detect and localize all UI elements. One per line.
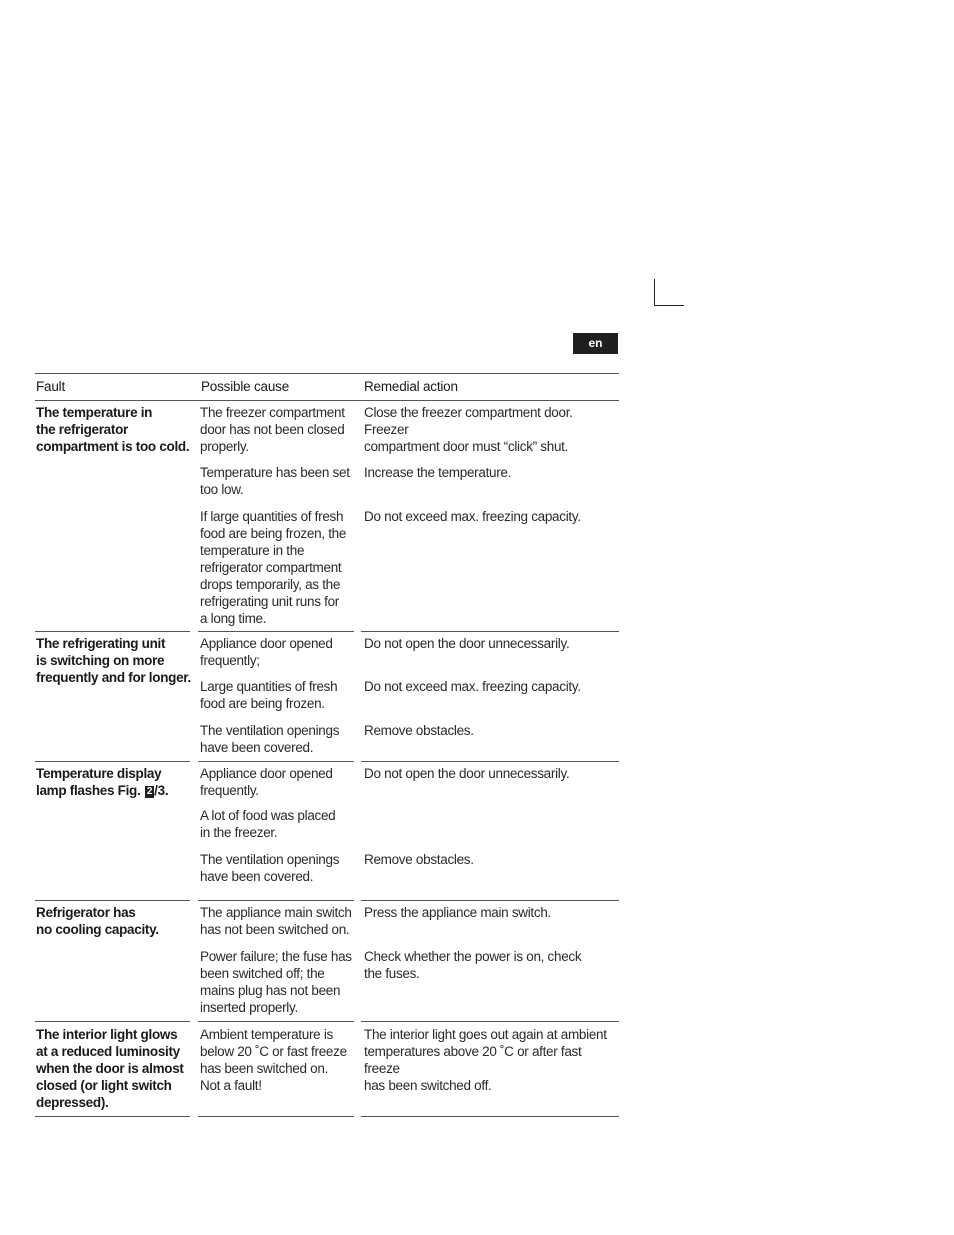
cause-line: Ambient temperature is — [200, 1027, 333, 1042]
cause-line: Temperature has been set — [200, 465, 350, 480]
cause-line: temperature in the — [200, 543, 305, 558]
fault-line: Refrigerator has — [36, 905, 136, 920]
cause-line: Not a fault! — [200, 1078, 262, 1093]
crop-mark — [654, 279, 655, 306]
remedy-line: Press the appliance main switch. — [364, 905, 551, 920]
fault-text — [35, 765, 191, 799]
fault-line: lamp flashes Fig. 2 /3. — [36, 783, 169, 798]
remedy-line: temperatures above 20 ˚C or after fast freeze — [364, 1044, 582, 1076]
fault-text — [35, 1026, 191, 1111]
cause-line: door has not been closed — [200, 422, 345, 437]
header-fault: Fault — [36, 379, 66, 394]
cause-line: have been covered. — [200, 869, 314, 884]
cause-cell — [198, 508, 354, 627]
fault-line: The temperature in — [36, 405, 153, 420]
language-tab: en — [573, 333, 618, 354]
cause-line: refrigerating unit runs for — [200, 594, 339, 609]
table-body — [35, 401, 619, 1117]
fault-group — [35, 1022, 619, 1117]
cause-line: mains plug has not been — [200, 983, 341, 998]
remedy-cell — [361, 904, 619, 921]
header-cause: Possible cause — [201, 379, 290, 394]
cause-line: Appliance door opened — [200, 766, 333, 781]
remedy-line: the fuses. — [364, 966, 420, 981]
remedy-line: Close the freezer compartment door. Freezer — [364, 405, 573, 437]
fault-line: depressed). — [36, 1095, 109, 1110]
header-remedy: Remedial action — [364, 379, 458, 394]
remedy-line: compartment door must “click” shut. — [364, 439, 569, 454]
fault-line: The interior light glows — [36, 1027, 178, 1042]
cause-line: Power failure; the fuse has — [200, 949, 352, 964]
crop-mark — [654, 305, 684, 306]
fault-line: The refrigerating unit — [36, 636, 166, 651]
fault-line: frequently and for longer. — [36, 670, 191, 685]
cause-line: properly. — [200, 439, 249, 454]
remedy-cell — [361, 851, 619, 868]
fault-line: at a reduced luminosity — [36, 1044, 180, 1059]
remedy-line: Do not exceed max. freezing capacity. — [364, 679, 581, 694]
remedy-line: Do not exceed max. freezing capacity. — [364, 509, 581, 524]
fault-line: compartment is too cold. — [36, 439, 190, 454]
remedy-line: has been switched off. — [364, 1078, 492, 1093]
fault-line: is switching on more — [36, 653, 165, 668]
fault-line: Temperature display — [36, 766, 162, 781]
cause-line: been switched off; the — [200, 966, 325, 981]
cause-line: refrigerator compartment — [200, 560, 342, 575]
remedy-cell — [361, 464, 619, 481]
fault-text — [35, 904, 191, 938]
remedy-line: Check whether the power is on, check — [364, 949, 582, 964]
cause-line: The appliance main switch — [200, 905, 352, 920]
fault-line: no cooling capacity. — [36, 922, 159, 937]
remedy-cell — [361, 765, 619, 782]
remedy-line: Do not open the door unnecessarily. — [364, 636, 570, 651]
cause-line: Appliance door opened — [200, 636, 333, 651]
remedy-line: Increase the temperature. — [364, 465, 512, 480]
remedy-cell — [361, 1026, 619, 1094]
fault-text — [35, 635, 191, 686]
cause-line: too low. — [200, 482, 244, 497]
cause-cell — [198, 765, 354, 799]
cause-line: If large quantities of fresh — [200, 509, 344, 524]
fault-group — [35, 401, 619, 632]
cause-cell — [198, 464, 354, 498]
table-header — [35, 373, 619, 401]
cause-line: frequently. — [200, 783, 259, 798]
cause-line: inserted properly. — [200, 1000, 298, 1015]
row-divider — [198, 1116, 354, 1117]
cause-line: A lot of food was placed — [200, 808, 336, 823]
fault-line: when the door is almost — [36, 1061, 184, 1076]
cause-cell — [198, 404, 354, 455]
cause-line: The ventilation openings — [200, 852, 340, 867]
figure-badge: 2 — [146, 786, 153, 797]
cause-cell — [198, 851, 354, 885]
remedy-cell — [361, 508, 619, 525]
cause-line: below 20 ˚C or fast freeze — [200, 1044, 347, 1059]
remedy-line: The interior light goes out again at ambient — [364, 1027, 607, 1042]
row-divider — [361, 1116, 619, 1117]
remedy-line: Remove obstacles. — [364, 723, 474, 738]
cause-cell — [198, 904, 354, 938]
remedy-cell — [361, 678, 619, 695]
cause-cell — [198, 678, 354, 712]
cause-cell — [198, 722, 354, 756]
cause-line: The freezer compartment — [200, 405, 345, 420]
remedy-cell — [361, 635, 619, 652]
cause-line: has not been switched on. — [200, 922, 350, 937]
cause-line: food are being frozen, the — [200, 526, 347, 541]
cause-cell — [198, 1026, 354, 1094]
cause-line: in the freezer. — [200, 825, 278, 840]
cause-line: The ventilation openings — [200, 723, 340, 738]
cause-line: have been covered. — [200, 740, 314, 755]
cause-line: Large quantities of fresh — [200, 679, 338, 694]
cause-line: has been switched on. — [200, 1061, 329, 1076]
cause-cell — [198, 635, 354, 669]
fault-line: closed (or light switch — [36, 1078, 172, 1093]
remedy-cell — [361, 948, 619, 982]
cause-line: food are being frozen. — [200, 696, 325, 711]
remedy-line: Do not open the door unnecessarily. — [364, 766, 570, 781]
cause-line: frequently; — [200, 653, 260, 668]
troubleshooting-table — [35, 373, 619, 1117]
fault-text — [35, 404, 191, 455]
cause-cell — [198, 948, 354, 1016]
remedy-cell — [361, 722, 619, 739]
row-divider — [35, 1116, 190, 1117]
fault-group — [35, 901, 619, 1022]
fault-line: the refrigerator — [36, 422, 128, 437]
cause-line: a long time. — [200, 611, 267, 626]
fault-group — [35, 762, 619, 901]
remedy-line: Remove obstacles. — [364, 852, 474, 867]
cause-cell — [198, 807, 354, 841]
fault-group — [35, 632, 619, 762]
cause-line: drops temporarily, as the — [200, 577, 341, 592]
remedy-cell — [361, 404, 619, 455]
